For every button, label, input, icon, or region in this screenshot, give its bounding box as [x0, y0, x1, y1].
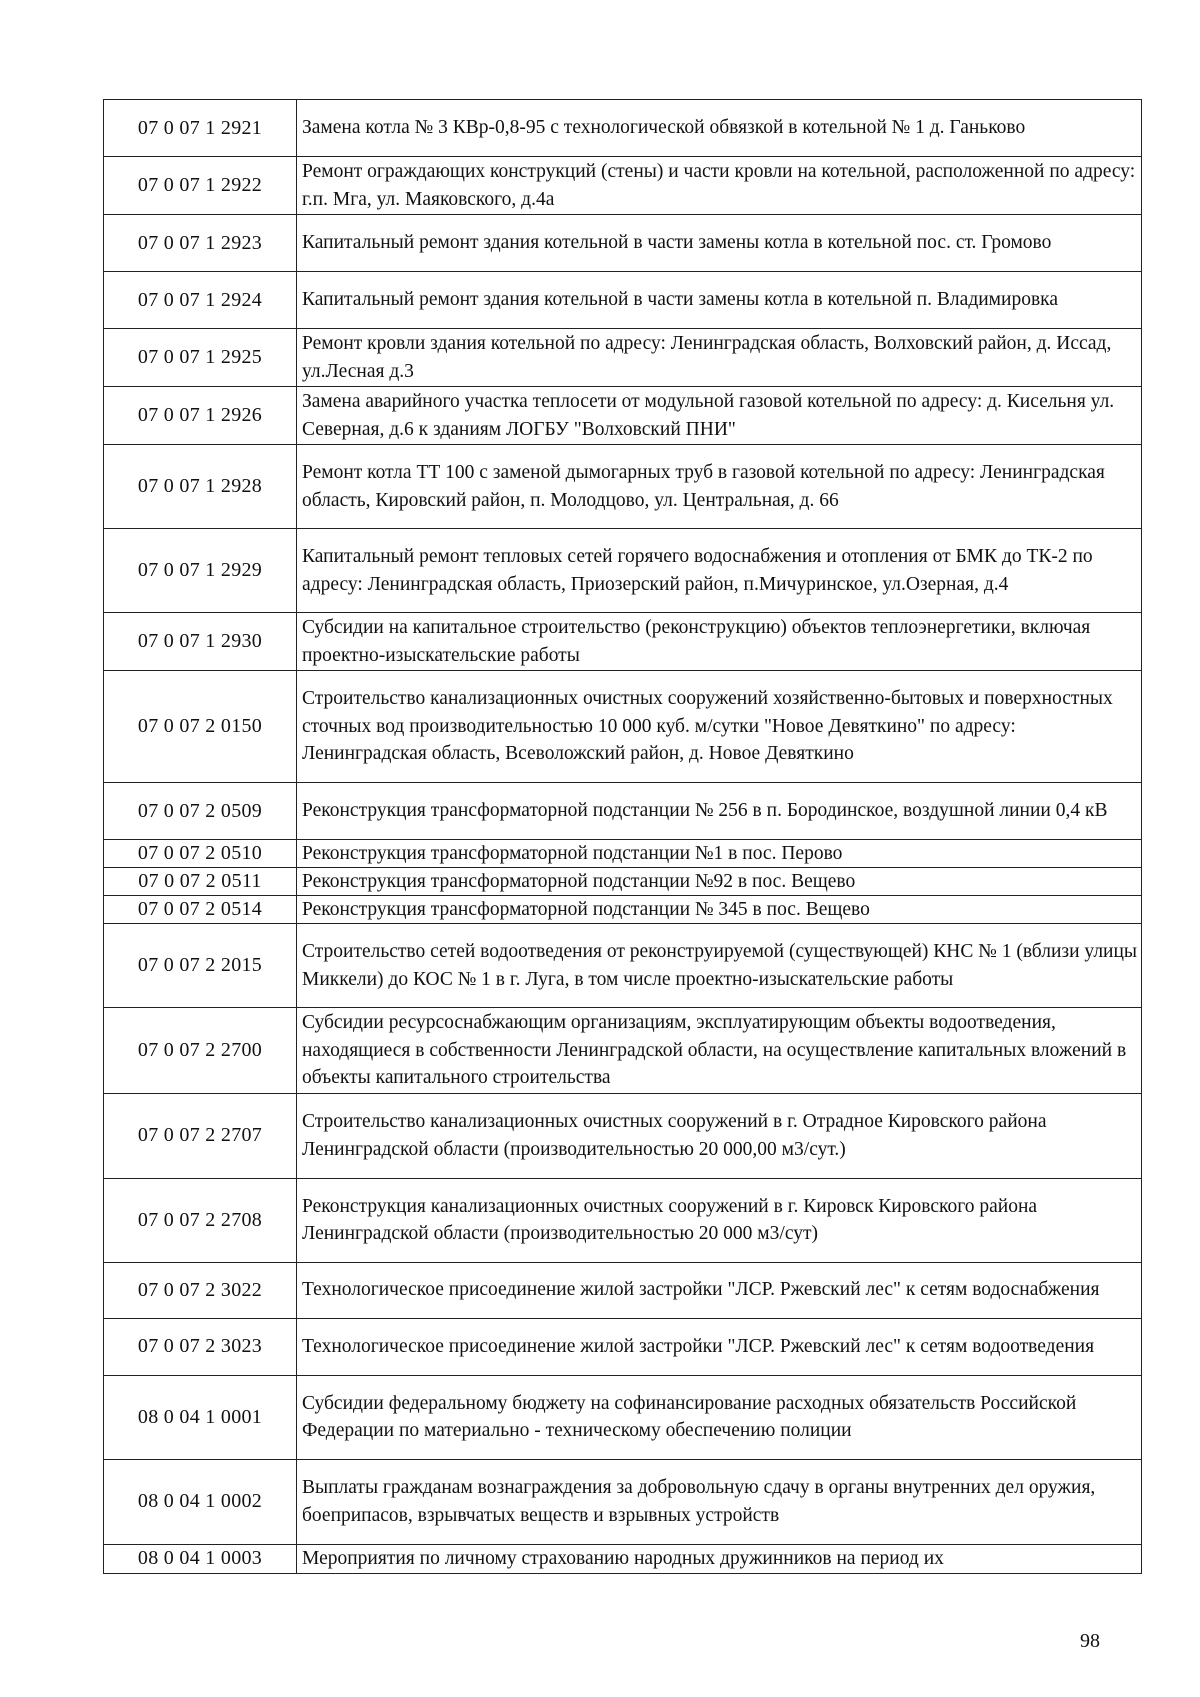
row-description-cell: Капитальный ремонт здания котельной в части замены котла в котельной пос. ст. Громово — [297, 215, 1142, 272]
row-code-cell: 07 0 07 2 3022 — [104, 1262, 297, 1318]
table-row — [104, 783, 1142, 840]
row-code-cell: 07 0 07 2 0510 — [104, 840, 297, 868]
table-row — [104, 896, 1142, 924]
table-row — [104, 868, 1142, 896]
row-code-cell: 07 0 07 1 2922 — [104, 157, 297, 215]
row-code-cell: 08 0 04 1 0001 — [104, 1375, 297, 1459]
table-row — [104, 1178, 1142, 1262]
table-row — [104, 1093, 1142, 1178]
table-row — [104, 613, 1142, 671]
row-description-cell: Ремонт кровли здания котельной по адресу: Ленинградская область, Волховский район, д. Иссад, ул.Лесная д.3 — [297, 329, 1142, 387]
row-code-cell: 07 0 07 1 2929 — [104, 529, 297, 613]
row-code-cell: 07 0 07 1 2923 — [104, 215, 297, 272]
budget-codes-table — [103, 99, 1142, 1574]
table-row — [104, 272, 1142, 329]
table-row — [104, 100, 1142, 157]
row-code-cell: 07 0 07 2 2707 — [104, 1093, 297, 1178]
row-code-cell: 07 0 07 1 2926 — [104, 387, 297, 445]
table-row — [104, 329, 1142, 387]
row-code-cell: 08 0 04 1 0002 — [104, 1459, 297, 1544]
row-description-cell: Субсидии ресурсоснабжающим организациям, эксплуатирующим объекты водоотведения, находящиеся в собственности Ленинградской области, на осуществление капитальных вложений в объекты капитального строительства — [297, 1008, 1142, 1094]
row-code-cell: 07 0 07 2 2708 — [104, 1178, 297, 1262]
row-description-cell: Субсидии федеральному бюджету на софинансирование расходных обязательств Российской Федерации по материально - техническому обеспечению полиции — [297, 1375, 1142, 1459]
row-code-cell: 07 0 07 2 0514 — [104, 896, 297, 924]
table-row — [104, 1008, 1142, 1094]
table-row — [104, 1318, 1142, 1375]
row-code-cell: 07 0 07 2 3023 — [104, 1318, 297, 1375]
row-description-cell: Строительство сетей водоотведения от реконструируемой (существующей) КНС № 1 (вблизи улицы Миккели) до КОС № 1 в г. Луга, в том числе проектно-изыскательские работы — [297, 924, 1142, 1008]
table-row — [104, 1262, 1142, 1318]
row-code-cell: 08 0 04 1 0003 — [104, 1544, 297, 1573]
table-row — [104, 445, 1142, 529]
row-description-cell: Выплаты гражданам вознаграждения за добровольную сдачу в органы внутренних дел оружия, боеприпасов, взрывчатых веществ и взрывных устройств — [297, 1459, 1142, 1544]
row-description-cell: Технологическое присоединение жилой застройки "ЛСР. Ржевский лес" к сетям водоотведения — [297, 1318, 1142, 1375]
row-description-cell: Ремонт котла ТТ 100 с заменой дымогарных труб в газовой котельной по адресу: Ленинградская область, Кировский район, п. Молодцово, ул. Центральная, д. 66 — [297, 445, 1142, 529]
row-description-cell: Реконструкция трансформаторной подстанции №92 в пос. Вещево — [297, 868, 1142, 896]
row-code-cell: 07 0 07 2 0150 — [104, 671, 297, 783]
row-description-cell: Строительство канализационных очистных сооружений хозяйственно-бытовых и поверхностных сточных вод производительностью 10 000 куб. м/сутки "Новое Девяткино" по адресу: Ленинградская область, Всеволожский район, д. Новое Девяткино — [297, 671, 1142, 783]
row-description-cell: Замена аварийного участка теплосети от модульной газовой котельной по адресу: д. Кисельня ул. Северная, д.6 к зданиям ЛОГБУ "Волховский ПНИ" — [297, 387, 1142, 445]
table-row — [104, 1459, 1142, 1544]
row-code-cell: 07 0 07 1 2925 — [104, 329, 297, 387]
row-description-cell: Капитальный ремонт тепловых сетей горячего водоснабжения и отопления от БМК до ТК-2 по адресу: Ленинградская область, Приозерский район, п.Мичуринское, ул.Озерная, д.4 — [297, 529, 1142, 613]
row-description-cell: Технологическое присоединение жилой застройки "ЛСР. Ржевский лес" к сетям водоснабжения — [297, 1262, 1142, 1318]
table-row — [104, 1544, 1142, 1573]
table-row — [104, 387, 1142, 445]
table-row — [104, 1375, 1142, 1459]
row-description-cell: Мероприятия по личному страхованию народных дружинников на период их — [297, 1544, 1142, 1573]
row-code-cell: 07 0 07 2 2700 — [104, 1008, 297, 1094]
table-row — [104, 157, 1142, 215]
row-description-cell: Реконструкция канализационных очистных сооружений в г. Кировск Кировского района Ленинградской области (производительностью 20 000 м3/сут) — [297, 1178, 1142, 1262]
page-number: 98 — [1080, 1630, 1100, 1652]
row-description-cell: Строительство канализационных очистных сооружений в г. Отрадное Кировского района Ленинградской области (производительностью 20 000,00 м3/сут.) — [297, 1093, 1142, 1178]
row-code-cell: 07 0 07 1 2921 — [104, 100, 297, 157]
row-code-cell: 07 0 07 2 2015 — [104, 924, 297, 1008]
row-code-cell: 07 0 07 1 2928 — [104, 445, 297, 529]
table-row — [104, 840, 1142, 868]
row-description-cell: Ремонт ограждающих конструкций (стены) и части кровли на котельной, расположенной по адресу: г.п. Мга, ул. Маяковского, д.4а — [297, 157, 1142, 215]
row-code-cell: 07 0 07 1 2930 — [104, 613, 297, 671]
row-code-cell: 07 0 07 2 0511 — [104, 868, 297, 896]
table-row — [104, 215, 1142, 272]
row-code-cell: 07 0 07 2 0509 — [104, 783, 297, 840]
row-description-cell: Субсидии на капитальное строительство (реконструкцию) объектов теплоэнергетики, включая проектно-изыскательские работы — [297, 613, 1142, 671]
row-code-cell: 07 0 07 1 2924 — [104, 272, 297, 329]
row-description-cell: Реконструкция трансформаторной подстанции № 345 в пос. Вещево — [297, 896, 1142, 924]
table-row — [104, 529, 1142, 613]
table-body — [104, 100, 1142, 1574]
table-row — [104, 924, 1142, 1008]
row-description-cell: Реконструкция трансформаторной подстанции №1 в пос. Перово — [297, 840, 1142, 868]
row-description-cell: Реконструкция трансформаторной подстанции № 256 в п. Бородинское, воздушной линии 0,4 кВ — [297, 783, 1142, 840]
row-description-cell: Капитальный ремонт здания котельной в части замены котла в котельной п. Владимировка — [297, 272, 1142, 329]
table-row — [104, 671, 1142, 783]
row-description-cell: Замена котла № 3 КВр-0,8-95 с технологической обвязкой в котельной № 1 д. Ганьково — [297, 100, 1142, 157]
